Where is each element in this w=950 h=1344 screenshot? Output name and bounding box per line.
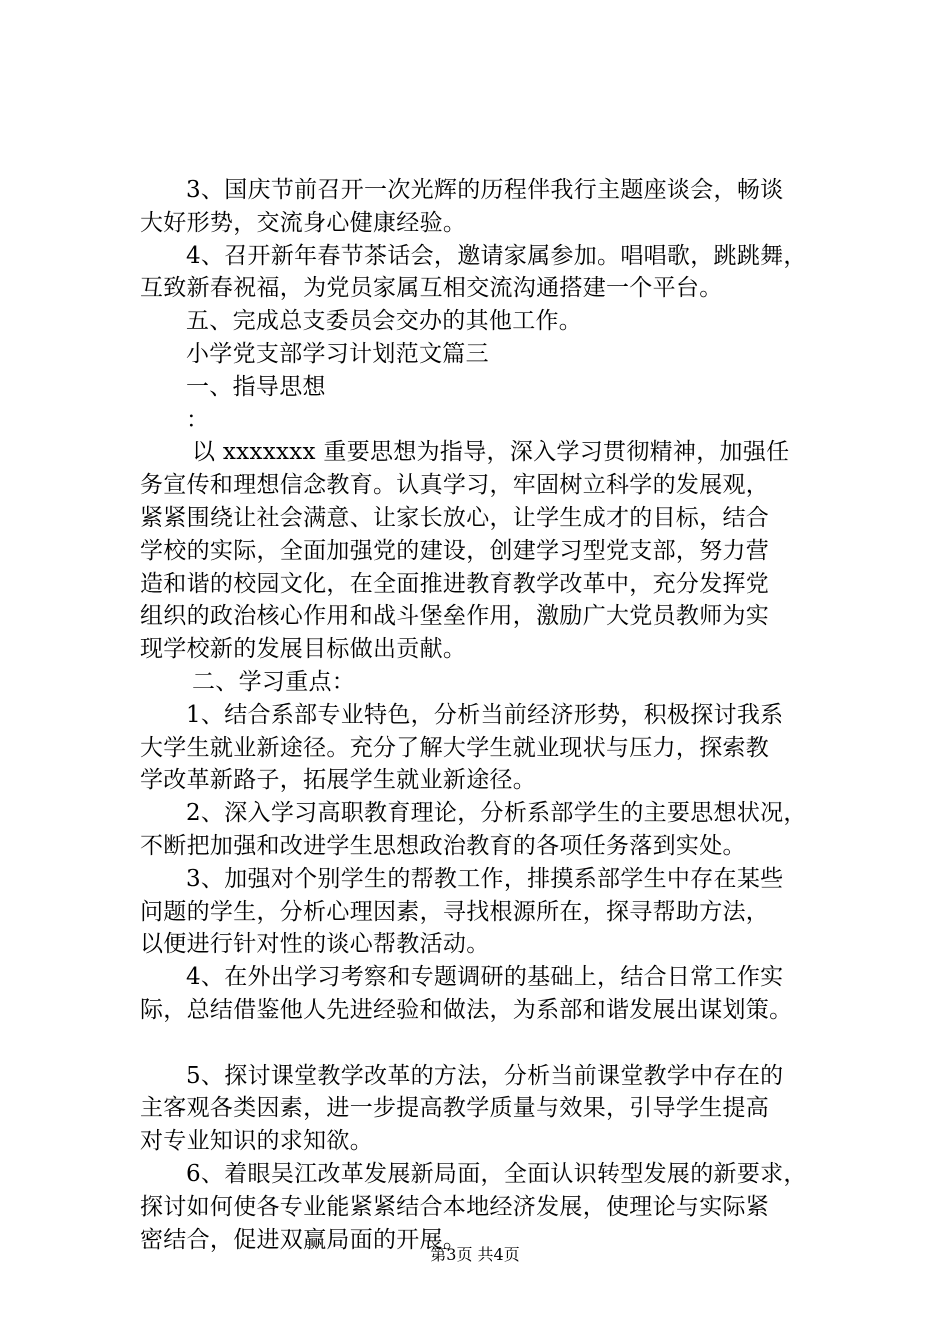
paragraph-line: 以便进行针对性的谈心帮教活动。	[140, 931, 490, 958]
paragraph-line: 务宣传和理想信念教育。认真学习，牢固树立科学的发展观，	[140, 472, 770, 499]
section-heading: 二、学习重点：	[192, 668, 356, 695]
paragraph-line: 互致新春祝福，为党员家属互相交流沟通搭建一个平台。	[140, 275, 723, 302]
paragraph-line: 6、着眼吴江改革发展新局面，全面认识转型发展的新要求，	[186, 1160, 807, 1187]
paragraph-gap	[140, 1027, 840, 1060]
paragraph-line: 密结合，促进双赢局面的开展。	[140, 1226, 467, 1253]
paragraph-line: 4、召开新年春节茶话会，邀请家属参加。唱唱歌，跳跳舞，	[186, 242, 807, 269]
paragraph-line: 紧紧围绕让社会满意、让家长放心，让学生成才的目标，结合	[140, 504, 770, 531]
paragraph-line: 5、探讨课堂教学改革的方法，分析当前课堂教学中存在的	[186, 1062, 784, 1089]
paragraph-line: 际，总结借鉴他人先进经验和做法，为系部和谐发展出谋划策。	[140, 996, 793, 1023]
paragraph-line: 问题的学生，分析心理因素，寻找根源所在，探寻帮助方法，	[140, 898, 770, 925]
colon-line: ：	[186, 406, 210, 433]
paragraph-line: 大学生就业新途径。充分了解大学生就业现状与压力，探索教	[140, 734, 770, 761]
paragraph-line: 学校的实际，全面加强党的建设，创建学习型党支部，努力营	[140, 537, 770, 564]
paragraph-line: 不断把加强和改进学生思想政治教育的各项任务落到实处。	[140, 832, 746, 859]
section-heading: 一、指导思想	[186, 373, 326, 400]
paragraph-line: 4、在外出学习考察和专题调研的基础上，结合日常工作实	[186, 964, 784, 991]
paragraph-line: 现学校新的发展目标做出贡献。	[140, 636, 467, 663]
paragraph-line: 对专业知识的求知欲。	[140, 1128, 373, 1155]
paragraph-line: 以 xxxxxxx 重要思想为指导，深入学习贯彻精神，加强任	[192, 439, 790, 466]
page-number-footer: 第3页 共4页	[430, 1245, 520, 1264]
section-heading: 五、完成总支委员会交办的其他工作。	[186, 308, 583, 335]
paragraph-line: 组织的政治核心作用和战斗堡垒作用，激励广大党员教师为实	[140, 603, 770, 630]
paragraph-line: 大好形势，交流身心健康经验。	[140, 209, 467, 236]
paragraph-line: 1、结合系部专业特色，分析当前经济形势，积极探讨我系	[186, 701, 784, 728]
paragraph-line: 3、加强对个别学生的帮教工作，排摸系部学生中存在某些	[186, 865, 784, 892]
paragraph-line: 主客观各类因素，进一步提高教学质量与效果，引导学生提高	[140, 1095, 770, 1122]
paragraph-line: 探讨如何使各专业能紧紧结合本地经济发展，使理论与实际紧	[140, 1193, 770, 1220]
paragraph-line: 2、深入学习高职教育理论，分析系部学生的主要思想状况，	[186, 800, 807, 827]
article-title: 小学党支部学习计划范文篇三	[186, 340, 489, 367]
paragraph-line: 造和谐的校园文化，在全面推进教育教学改革中，充分发挥党	[140, 570, 770, 597]
paragraph-line: 3、国庆节前召开一次光辉的历程伴我行主题座谈会，畅谈	[186, 177, 784, 203]
paragraph-line: 学改革新路子，拓展学生就业新途径。	[140, 767, 537, 794]
document-body	[140, 174, 840, 1256]
